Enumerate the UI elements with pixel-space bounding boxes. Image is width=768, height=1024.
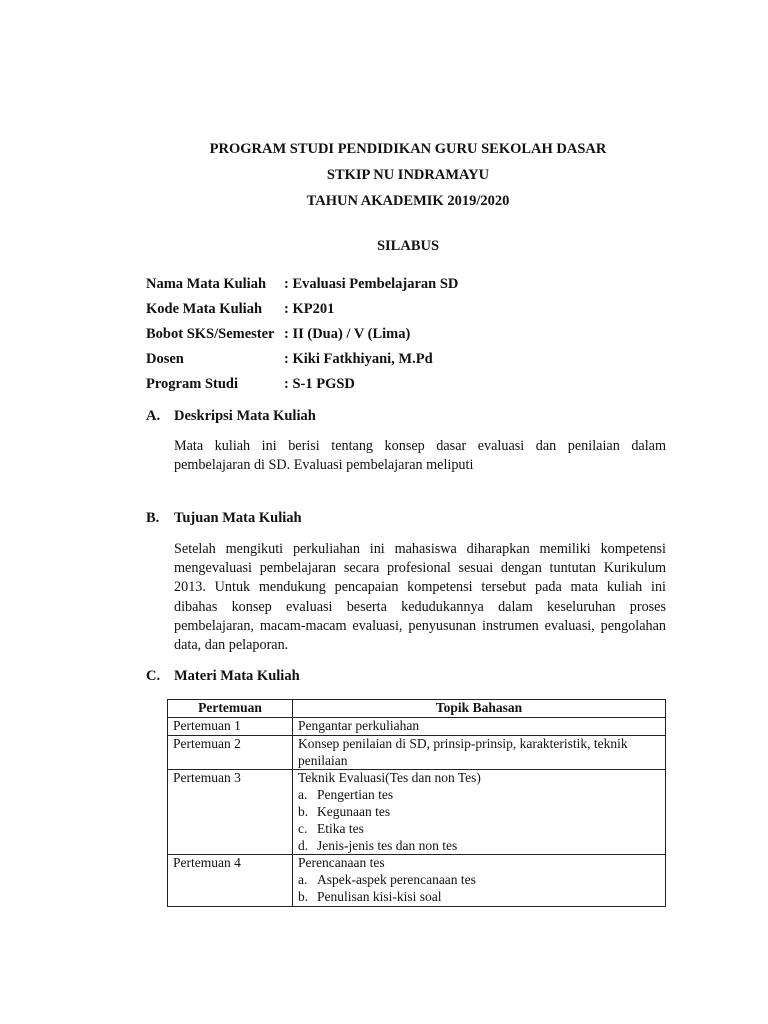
- info-row-lecturer: [146, 348, 458, 373]
- section-title: Materi Mata Kuliah: [174, 668, 300, 684]
- table-header-row: [168, 700, 666, 718]
- pertemuan-cell: Pertemuan 4: [168, 855, 293, 906]
- section-b-heading: [146, 508, 302, 528]
- column-header-pertemuan: Pertemuan: [168, 700, 293, 718]
- document-title: SILABUS: [376, 238, 440, 254]
- list-marker: d.: [298, 837, 309, 853]
- info-label: Dosen: [146, 351, 184, 367]
- info-value: : Kiki Fatkhiyani, M.Pd: [284, 351, 433, 367]
- list-marker: b.: [298, 803, 309, 819]
- list-text: Pengertian tes: [317, 787, 394, 803]
- header-program: PROGRAM STUDI PENDIDIKAN GURU SEKOLAH DASAR: [209, 141, 607, 157]
- subtopic-list: [298, 872, 660, 906]
- column-header-topik: Topik Bahasan: [293, 700, 666, 718]
- list-item: [298, 821, 660, 838]
- list-text: Aspek-aspek perencanaan tes: [317, 872, 476, 888]
- table-row: [168, 735, 666, 770]
- topik-cell: Konsep penilaian di SD, prinsip-prinsip, karakteristik, teknik penilaian: [293, 735, 666, 770]
- list-marker: a.: [298, 787, 308, 803]
- header-academic-year: TAHUN AKADEMIK 2019/2020: [306, 193, 510, 209]
- list-marker: b.: [298, 888, 309, 904]
- materi-table: [167, 699, 666, 907]
- list-item: [298, 838, 660, 855]
- section-c-heading: [146, 666, 300, 686]
- header-institution: STKIP NU INDRAMAYU: [326, 167, 490, 183]
- info-label: Nama Mata Kuliah: [146, 276, 267, 292]
- section-a-heading: [146, 406, 316, 426]
- info-row-course-code: [146, 298, 458, 323]
- info-row-course-name: [146, 273, 458, 298]
- list-text: Kegunaan tes: [317, 803, 391, 819]
- section-letter: C.: [146, 668, 161, 684]
- section-title: Deskripsi Mata Kuliah: [174, 408, 316, 424]
- info-value: : II (Dua) / V (Lima): [284, 326, 411, 342]
- list-item: [298, 889, 660, 906]
- info-label: Kode Mata Kuliah: [146, 301, 263, 317]
- info-value: : KP201: [284, 301, 335, 317]
- list-text: Etika tes: [317, 820, 364, 836]
- section-a-body: Mata kuliah ini berisi tentang konsep dasar evaluasi dan penilaian dalam pembelajaran di SD. Evaluasi pembelajaran meliputi: [174, 438, 666, 474]
- section-title: Tujuan Mata Kuliah: [174, 510, 302, 526]
- topik-title: Perencanaan tes: [298, 855, 385, 871]
- list-text: Jenis-jenis tes dan non tes: [317, 837, 458, 853]
- info-value: : S-1 PGSD: [284, 376, 355, 392]
- document-header: [100, 136, 716, 214]
- info-row-study-program: [146, 373, 458, 398]
- info-label: Program Studi: [146, 376, 238, 392]
- topik-cell: Pengantar perkuliahan: [293, 718, 666, 736]
- list-item: [298, 787, 660, 804]
- pertemuan-cell: Pertemuan 3: [168, 770, 293, 855]
- course-info: [146, 273, 458, 398]
- list-marker: c.: [298, 820, 308, 836]
- topik-cell: [293, 770, 666, 855]
- pertemuan-cell: Pertemuan 2: [168, 735, 293, 770]
- topik-cell: [293, 855, 666, 906]
- list-text: Penulisan kisi-kisi soal: [317, 888, 442, 904]
- list-item: [298, 804, 660, 821]
- section-letter: B.: [146, 510, 160, 526]
- table-row: [168, 718, 666, 736]
- pertemuan-cell: Pertemuan 1: [168, 718, 293, 736]
- subtopic-list: [298, 787, 660, 854]
- section-letter: A.: [146, 408, 161, 424]
- info-row-credits: [146, 323, 458, 348]
- table-row: [168, 770, 666, 855]
- list-marker: a.: [298, 872, 308, 888]
- info-value: : Evaluasi Pembelajaran SD: [284, 276, 459, 292]
- topik-title: Teknik Evaluasi(Tes dan non Tes): [298, 770, 481, 786]
- section-b-body: Setelah mengikuti perkuliahan ini mahasiswa diharapkan memiliki kompetensi mengevaluasi pembelajaran secara profesional sesuai dengan tuntutan Kurikulum 2013. Untuk mendukung pencapaian kompetensi tersebut pada mata kuliah ini dibahas konsep evaluasi beserta kedudukannya dalam keseluruhan proses pembelajaran, macam-macam evaluasi, penyusunan instrumen evaluasi, pengolahan data, dan pelaporan.: [174, 541, 666, 654]
- table-row: [168, 855, 666, 906]
- info-label: Bobot SKS/Semester: [146, 326, 275, 342]
- list-item: [298, 872, 660, 889]
